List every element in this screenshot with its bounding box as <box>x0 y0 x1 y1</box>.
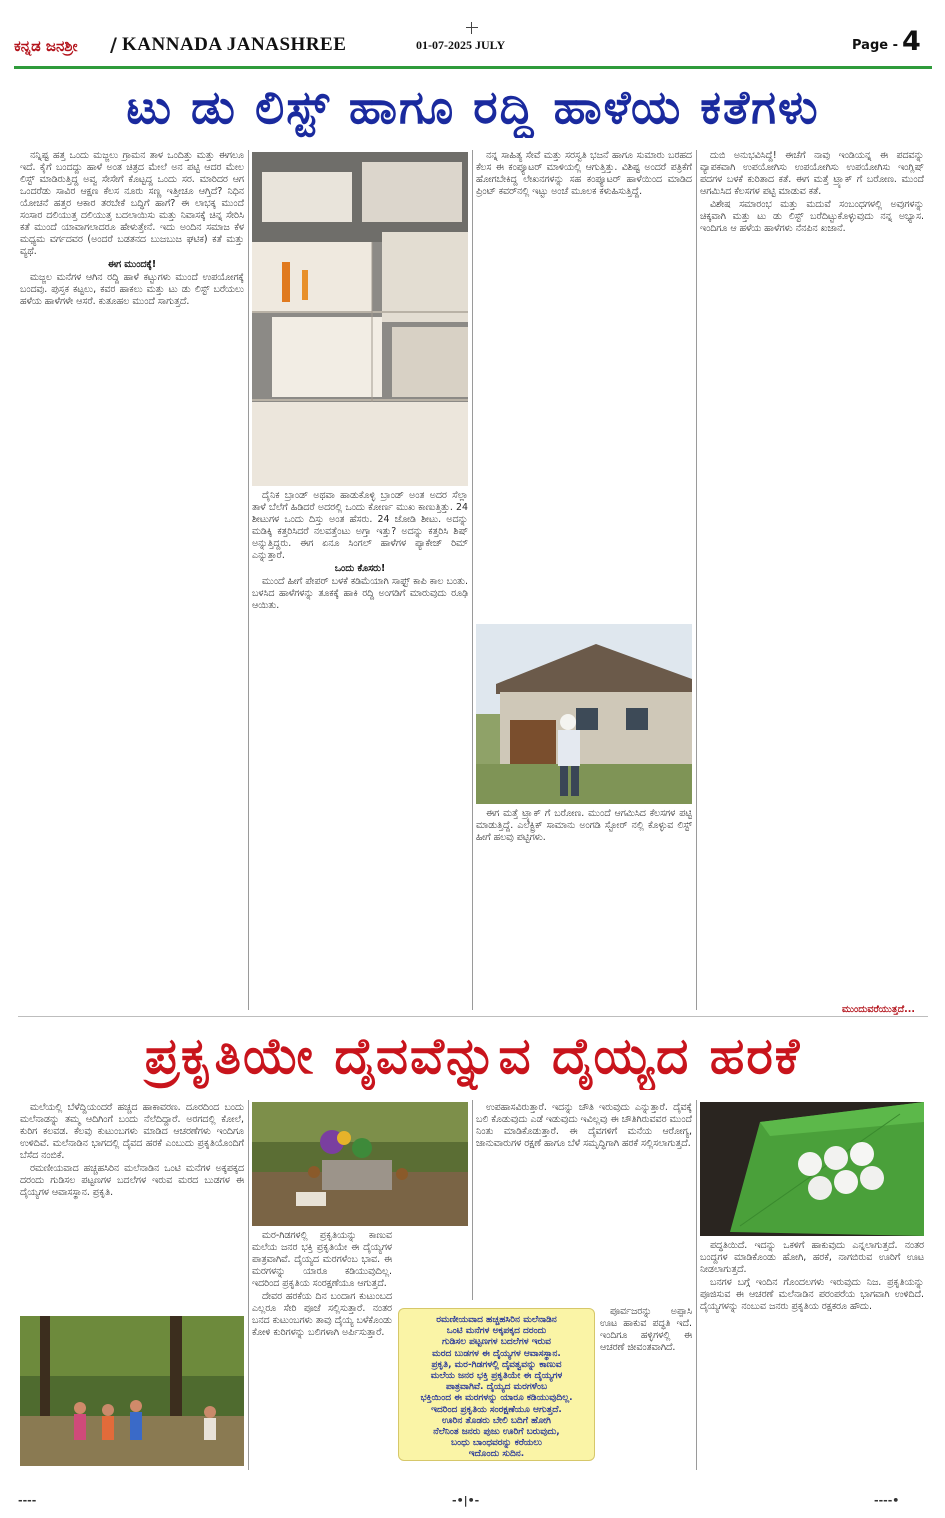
article-1-column-1 <box>20 150 244 1002</box>
logo-english: KANNADA JANASHREE <box>122 34 347 55</box>
article-1-paragraph: ಮಜ್ಜಲ ಮನೆಗಳ ಆಗಿನ ರದ್ದಿ ಹಾಳೆ ಕಟ್ಟುಗಳು ಮುಂದೆ ಉಪಯೋಗಕ್ಕೆ ಬಂದವು. ಪುಸ್ತಕ ಕಟ್ಟಲು, ಕವರ ಹಾಕಲು ಮತ್ತು ಟು ಡು ಲಿಸ್ಟ್ ಬರೆಯಲು ಹಳೆಯ ಹಾಳೆಗಳೇ ಆಸರೆ. ಕುತೂಹಲ ಮುಂದೆ ಸಾಗುತ್ತದೆ. <box>20 272 244 307</box>
footer-center-mark: -•|•- <box>452 1494 480 1507</box>
pull-quote-line: ಇದರಿಂದ ಪ್ರಕೃತಿಯ ಸಂರಕ್ಷಣೆಯೂ ಆಗುತ್ತದೆ. <box>431 1404 562 1415</box>
article-2-paragraph: ಉಪಹಾಸವಿರುತ್ತಾರೆ. ಇದನ್ನು ಚೌತಿ ಇರುವುದು ಎನ್ನುತ್ತಾರೆ. ದೈವಕ್ಕೆ ಬಲಿ ಕೊಡುವುದು ಎಡೆ ಇಡುವುದು ಇವಿಲ್ಲವು ಈ ಚೌತಿಗಿರುವವರ ಮುಂದೆ ನಿಂತು ಮಾಡಿಕೊಡುತ್ತಾರೆ. ಈ ದೈವಗಳಿಗೆ ಮನೆಯ ಆರೋಗ್ಯ, ಜಾನುವಾರುಗಳ ರಕ್ಷಣೆ ಹಾಗೂ ಬೆಳೆ ಸಮೃದ್ಧಿಗಾಗಿ ಹರಕೆ ಸಲ್ಲಿಸಲಾಗುತ್ತದೆ. <box>476 1102 692 1149</box>
article-2-paragraph: ರಮಣೀಯವಾದ ಹಚ್ಚಹಸಿರಿನ ಮಲೆನಾಡಿನ ಒಂಟಿ ಮನೆಗಳ ಅಕ್ಕಪಕ್ಕದ ದರಂದು ಗುಡಿಸಲ ಪಟ್ಟಣಗಳ ಬದಲೆಗಳ ಇರುವ ಮರದ ಬುಡಗಳ ಈ ದೈಯ್ಯಗಳ ಆವಾಸಸ್ಥಾನ. ಪ್ರಕೃತಿ. <box>20 1163 244 1198</box>
article-1-paragraph: ನನ್ನಿಷ್ಟ ಹತ್ತ ಒಂದು ಮಜ್ಜಲು ಗ್ರಾಮನ ತಾಳ ಒಂದಿತ್ತು ಮತ್ತು ಈಗಲೂ ಇದೆ. ಕೈಗೆ ಬಂದದ್ದು ಹಾಳೆ ಅಂತ ಚಿತ್ರದ ಮೇಲೆ ಅನ ಪಟ್ಟಿ ಆದರ ಮೇಲ ಲಿಸ್ಟ್ ಮಾಡಿರುತ್ತಿದ್ದ ಅವ್ವ ಸೇಸೇಗೆ ಕೊಟ್ಟದ್ದ ಒಂದು ಸರ. ಮಾರಿದರ ಆಗ ಒಂದರೆಡು ಸಾವಿರ ಆಕ್ಷಣ ಕೆಲಸ ನೂರು ಸಣ್ಣ ಇತ್ತೀಚೂ ಆಗ್ತಿದೆ? ನಿಧಿನ ಯೋಚನೆ ಹತ್ತರ ಆಕಾರ ತರಬೇಕೆ ಬದ್ಧಿಗೆ ಹಾಗೆ? ಈ ಲಾಭಕ್ಕ ಮುಂದೆ ಸಂಸಾರ ದಲಿಯುತ್ತ ದಲಿಯುತ್ತ ಬದಲಾಯಿಸು ಮತ್ತು ನಿವಾಸಕ್ಕೆ ಚಿನ್ನ ಸೇರಿಸಿ ಕತೆ ಮುಂದೆ ಯಾವಾಗಲಾದರೂ ಹೇಳುತ್ತೇನೆ. ಇದು ಅಂದಿನ ಸಮಾಜ ಕೆಳ ಮಧ್ಯಮ ವರ್ಗದವರ (ಅಂದರೆ ಬಡತನದ ಬುಜಬುಜ ಘಟಿಕ) ಕತೆ ಮತ್ತು ವ್ಯಥೆ. <box>20 150 244 257</box>
article-2-column-3-bottom <box>600 1306 692 1466</box>
article-1-subhead: ಈಗ ಮುಂದಕ್ಕೆ! <box>107 259 157 270</box>
pull-quote-line: ನೆಲೆನಿಂತ ಜನರು ಪುಜು ಊರಿಗೆ ಬರುವುದು, <box>433 1427 560 1438</box>
shrine-illustration <box>252 1102 468 1226</box>
article-1-paragraph: ದುಬಿ ಅನುಭವಿಸಿದ್ದೆ! ಈಚೆಗೆ ನಾವು ಇಂಡಿಯನ್ನ ಈ ಪದವನ್ನು ವ್ಯಾಪಕವಾಗಿ ಉಪಯೋಗಿಸು ಉಪಯೋಗಿಸು ಉಪಯೋಗಿಸು ಇಂಗ್ಲಿಷ್ ಪದಗಳ ಬಳಕೆ ಕುರಿತಾದ ಕತೆ. ಈಗ ಮತ್ತೆ ಟ್ರ್ಯಾಕ್ ಗೆ ಬರೋಣ. ಮುಂದೆ ಆಗಮಿಸಿದ ಕೆಲಸಗಳ ಪಟ್ಟಿ ಮಾಡುವ ಕತೆ. <box>700 150 924 197</box>
column-divider <box>696 1100 697 1470</box>
article-1-headline: ಟು ಡು ಲಿಸ್ಟ್ ಹಾಗೂ ರದ್ದಿ ಹಾಳೆಯ ಕತೆಗಳು <box>126 80 820 134</box>
article-1-column-2 <box>252 490 468 1004</box>
page-number: 4 <box>902 26 921 57</box>
pull-quote-line: ಇದೊಂದು ಸುದಿನ. <box>468 1449 525 1460</box>
article-1-paragraph: ದೈನಿಕ ಬ್ರಾಂಡ್ ಅಥವಾ ಹಾಡುಕೊಳ್ಳಿ ಬ್ರಾಂಡ್ ಅಂತ ಅದರ ಸೆಲ್ಲಾ ತಾಳೆ ಬೆಲೆಗೆ ಹಿಡಿದರೆ ಅದರಲ್ಲಿ ಒಂದು ಕೋರ್ಣ ಮುಖ ಕಾಣುತ್ತಿತ್ತು. 24 ಶೀಟುಗಳ ಒಂದು ದಿಸ್ತು ಅಂತ ಹೆಸರು. 24 ಜೋಡಿ ಶೀಟು. ಅದನ್ನು ಮಡಿಕ್ಕಿ ಕತ್ತರಿಸಿದರೆ ನಲವತ್ತೆಂಟು ಅಗ್ತಾ ಇತ್ತು? ಅದನ್ನು ಕತ್ತರಿಸಿ ಶಿಷ್ ಅನ್ನುತ್ತಿದ್ದರು. ಈಗ ಏನೂ ಸಿಂಗಲ್ ಹಾಳೆಗಳ ಪ್ಯಾಕೇಜ್ ರಿಮ್ ಎನ್ನುತ್ತಾರೆ. <box>252 490 468 561</box>
house-illustration <box>476 624 692 804</box>
article-2-column-4 <box>700 1240 924 1466</box>
article-2-paragraph: ಮರ-ಗಿಡಗಳಲ್ಲಿ ಪ್ರಕೃತಿಯನ್ನು ಕಾಣುವ ಮಲೆಯ ಜನರ ಭಕ್ತಿ ಪ್ರಕೃತಿಯೇ ಈ ದೈಯ್ಯಗಳ ಪಾತ್ರವಾಗಿವೆ. ದೈಯ್ಯದ ಮರಗಳೆಂಬ ಭಾವ. ಈ ಮರಗಳನ್ನು ಯಾರೂ ಕಡಿಯುವುದಿಲ್ಲ. ಇದರಿಂದ ಪ್ರಕೃತಿಯ ಸಂರಕ್ಷಣೆಯೂ ಆಗುತ್ತದೆ. <box>252 1230 392 1289</box>
pull-quote-line: ಒಂಟಿ ಮನೆಗಳ ಅಕ್ಕಪಕ್ಕದ ದರಂದು <box>446 1326 547 1337</box>
logo-kannada: ಕನ್ನಡ ಜನಶ್ರೀ <box>14 37 78 55</box>
house-photo <box>476 624 692 804</box>
paper-stacks-photo <box>252 152 468 486</box>
article-2-column-3-top <box>476 1102 692 1302</box>
pull-quote-line: ಊರಿನ ತೊಡರು ಬೇಲಿ ಬದಿಗೆ ಹೋಗಿ <box>442 1415 551 1426</box>
article-1-paragraph: ನನ್ನ ಸಾಹಿತ್ಯ ಸೇವೆ ಮತ್ತು ಸರಸ್ವತಿ ಭಜನೆ ಹಾಗೂ ಸುಮಾರು ಬರಹದ ಕೆಲಸ ಈ ಕಂಪ್ಯೂಟರ್ ಮಾಳಿಯಲ್ಲಿ ಆಗುತ್ತಿತ್ತು. ವಿಶಿಷ್ಟ ಅಂದರೆ ಪತ್ರಿಕೆಗೆ ಹೋಗಬೇಕಿದ್ದ ಲೇಖನಗಳನ್ನು ಸಹ ಕಂಪ್ಯೂಟರ್ ಹಾಳೆಯಿಂದ ಮಾಡಿದ ಪ್ರಿಂಟ್ ಕವರ್‌ನಲ್ಲಿ ಇಟ್ಟು ಅಂಚೆ ಮೂಲಕ ಕಳುಹಿಸುತ್ತಿದ್ದೆ. <box>476 150 692 197</box>
column-divider <box>248 1100 249 1470</box>
banana-leaf-sweets-photo <box>700 1102 924 1236</box>
article-separator <box>18 1016 928 1017</box>
footer-right-mark: ----• <box>874 1494 900 1507</box>
column-divider <box>696 150 697 1010</box>
masthead-rule <box>14 66 932 69</box>
article-2-paragraph: ಬನಗಳ ಬಗ್ಗೆ ಇಂದಿನ ಗೊಂದಲಗಳು ಇರುವುದು ನಿಜ. ಪ್ರಕೃತಿಯನ್ನು ಪೂಜಿಸುವ ಈ ಆಚರಣೆ ಮಲೆನಾಡಿನ ಪರಂಪರೆಯ ಭಾಗವಾಗಿ ಉಳಿದಿದೆ. ದೈಯ್ಯಗಳನ್ನು ನಂಬುವ ಜನರು ಪ್ರಕೃತಿಯ ರಕ್ಷಕರೂ ಹೌದು. <box>700 1277 924 1312</box>
pull-quote-box <box>398 1308 595 1461</box>
forest-gathering-photo <box>20 1316 244 1466</box>
pull-quote-line: ಪಾತ್ರವಾಗಿವೆ. ದೈಯ್ಯದ ಮರಗಳೆಂಬ <box>445 1382 548 1393</box>
pull-quote-line: ಪ್ರಕೃತಿ, ಮರ-ಗಿಡಗಳಲ್ಲಿ ದೈವತ್ವವನ್ನು ಕಾಣುವ <box>431 1359 562 1370</box>
logo-separator: / <box>110 34 117 56</box>
pull-quote-line: ಬಂಧು ಬಾಂಧವರನ್ನು ಕರೆಯಲು <box>451 1438 542 1449</box>
article-1-subhead: ಒಂದು ಕೊಸರು! <box>334 563 386 574</box>
article-1-column-4 <box>700 150 924 1002</box>
article-1-paragraph: ವಿಶೇಷ ಸಮಾರಂಭ ಮತ್ತು ಮದುವೆ ಸಂಬಂಧಗಳಲ್ಲಿ ಅವುಗಳನ್ನು ಚಿಕ್ಕವಾಗಿ ಮತ್ತು ಟು ಡು ಲಿಸ್ಟ್ ಬರೆದಿಟ್ಟುಕೊಳ್ಳುವುದು ನನ್ನ ಅಭ್ಯಾಸ. ಇಂದಿಗೂ ಆ ಹಳೆಯ ಹಾಳೆಗಳು ನೆನಪಿನ ಖಜಾನೆ. <box>700 199 924 234</box>
column-divider <box>472 150 473 1010</box>
article-1-paragraph: ಮುಂದೆ ಹೀಗೆ ಪೇಪರ್ ಬಳಕೆ ಕಡಿಮೆಯಾಗಿ ಸಾಫ್ಟ್ ಕಾಪಿ ಕಾಲ ಬಂತು. ಬಳಸಿದ ಹಾಳೆಗಳನ್ನು ತೂಕಕ್ಕೆ ಹಾಕಿ ರದ್ದಿ ಅಂಗಡಿಗೆ ಮಾರುವುದು ರೂಢಿ ಆಯಿತು. <box>252 576 468 611</box>
article-2-paragraph: ಮಲೆಯಲ್ಲಿ ಬೆಳೆದ್ದಿಯಂದರೆ ಹಚ್ಚದ ಹಾಕಾವರಣ. ದೂರದಿಂದ ಬಂದು ಮಲೆನಾಡನ್ನು ತಮ್ಮ ಆದಿಗಿಂಗೆ ಬಂದು ನೆಲೆದಿದ್ದಾರೆ. ಅರಗದಲ್ಲಿ ಕೋಲೆ, ಕುರಿಗ ಕಲವಡ. ಕೆಲವು ಕುಟುಂಬಗಳು ಮಾಡಿದ ಆಚರಣೆಗಳು ಇಂದಿಗೂ ಉಳಿದಿವೆ. ಮಲೆನಾಡಿನ ಭಾಗದಲ್ಲಿ ದೈವದ ಹರಕೆ ಎಂಬುದು ಪ್ರಕೃತಿಯೊಂದಿಗೆ ಬೆಸೆದ ನಂಬಿಕೆ. <box>20 1102 244 1161</box>
pull-quote-line: ಮರದ ಬುಡಗಳ ಈ ದೈಯ್ಯಗಳ ಆವಾಸಸ್ಥಾನ. <box>432 1348 561 1359</box>
article-1-paragraph: ಈಗ ಮತ್ತೆ ಟ್ರ್ಯಾಕ್ ಗೆ ಬರೋಣ. ಮುಂದೆ ಆಗಮಿಸಿದ ಕೆಲಸಗಳ ಪಟ್ಟಿ ಮಾಡುತ್ತಿದ್ದೆ. ಎಲೆಕ್ಟ್ರಿಕ್ ಸಾಮಾನು ಅಂಗಡಿ ಸ್ಟೋರ್ ನಲ್ಲಿ ಕೊಳ್ಳುವ ಲಿಸ್ಟ್ ಹೀಗೆ ಹಲವು ಪಟ್ಟಿಗಳು. <box>476 808 692 843</box>
article-2-paragraph: ದೇವರ ಹರಕೆಯ ದಿನ ಬಂದಾಗ ಕುಟುಂಬದ ಎಲ್ಲರೂ ಸೇರಿ ಪೂಜೆ ಸಲ್ಲಿಸುತ್ತಾರೆ. ನಂತರ ಬನದ ಕುಟುಂಬಗಳು ತಾವು ದೈಯ್ಯ ಬಳೆಕೊಂಡು ಕೋಳಿ ಕುರಿಗಳನ್ನು ಬಲಿಗಳಾಗಿ ಅರ್ಪಿಸುತ್ತಾರೆ. <box>252 1291 392 1338</box>
forest-gathering-illustration <box>20 1316 244 1466</box>
paper-stacks-illustration <box>252 152 468 486</box>
article-1-column-3-bottom <box>476 808 692 1004</box>
continued-note: ಮುಂದುವರೆಯುತ್ತದೆ... <box>842 1004 916 1015</box>
pull-quote-line: ಮಲೆಯ ಜನರ ಭಕ್ತಿ ಪ್ರಕೃತಿಯೇ ಈ ದೈಯ್ಯಗಳ <box>430 1371 563 1382</box>
pull-quote-line: ಗುಡಿಸಲ ಪಟ್ಟಣಗಳ ಬದಲೆಗಳ ಇರುವ <box>442 1337 551 1348</box>
article-2-headline: ಪ್ರಕೃತಿಯೇ ದೈವವೆನ್ನುವ ದೈಯ್ಯದ ಹರಕೆ <box>144 1027 802 1085</box>
article-1-column-3-top <box>476 150 692 620</box>
article-2-column-2 <box>252 1230 392 1466</box>
masthead <box>14 28 932 64</box>
banana-leaf-sweets-illustration <box>700 1102 924 1236</box>
pull-quote-line: ಭಕ್ತಿಯಿಂದ ಈ ಮರಗಳನ್ನು ಯಾರೂ ಕಡಿಯುವುದಿಲ್ಲ. <box>420 1393 573 1404</box>
article-2-column-1 <box>20 1102 244 1312</box>
footer-left-mark: ---- <box>18 1494 37 1507</box>
article-2-paragraph: ಪದ್ಧತಿಯಿದೆ. ಇದನ್ನು ಒಕಳಿಗೆ ಹಾಕುವುದು ಎನ್ನಲಾಗುತ್ತದೆ. ನಂತರ ಬಂದ್ದಗಳ ಮಾಡಿಕೊಂಡು ಹೋಗಿ, ಹರಕೆ, ನಾಗಬಿರುವ ಊರಿಗೆ ಊಟ ನೀಡಲಾಗುತ್ತದೆ. <box>700 1240 924 1275</box>
shrine-photo <box>252 1102 468 1226</box>
column-divider <box>248 150 249 1010</box>
page-label: Page - <box>852 38 898 53</box>
pull-quote-line: ರಮಣೀಯವಾದ ಹಚ್ಚಹಸಿರಿನ ಮಲೆನಾಡಿನ <box>436 1315 557 1325</box>
article-2-paragraph: ಪೂರ್ವಜರನ್ನು ಅಪ್ಪಾಸಿ ಊಟ ಹಾಕುವ ಪದ್ಧತಿ ಇದೆ. ಇಂದಿಗೂ ಹಳ್ಳಿಗಳಲ್ಲಿ ಈ ಆಚರಣೆ ಜೀವಂತವಾಗಿದೆ. <box>600 1306 692 1353</box>
issue-date: 01-07-2025 JULY <box>416 38 506 52</box>
column-divider <box>472 1100 473 1300</box>
